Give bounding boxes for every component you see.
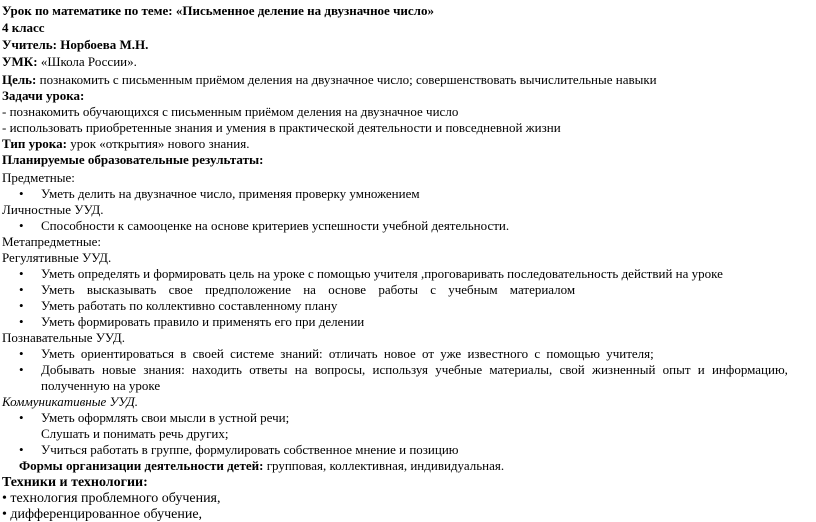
bullet-icon: • (19, 362, 24, 377)
subject-item: Уметь делить на двузначное число, применяя проверку умножением (41, 186, 420, 201)
meta-label: Метапредметные: (2, 234, 102, 249)
forms-label: Формы организации деятельности детей: (19, 458, 264, 473)
bullet-icon: • (19, 282, 24, 297)
goal-line (2, 72, 657, 87)
task-item: - использовать приобретенные знания и умения в практической деятельности и повседневной жизни (2, 120, 561, 135)
umk-line (2, 54, 137, 69)
teacher-line (2, 37, 148, 52)
communicative-item: Уметь оформлять свои мысли в устной речи; (41, 410, 290, 425)
umk-label: УМК: (2, 54, 38, 69)
teacher-value: Норбоева М.Н. (57, 37, 149, 52)
forms-line (19, 458, 504, 473)
goal-label: Цель: (2, 72, 37, 87)
communicative-label: Коммуникативные УУД. (2, 394, 139, 409)
bullet-icon: • (19, 266, 24, 281)
grade-line: 4 класс (2, 20, 45, 35)
subject-label: Предметные: (2, 170, 75, 185)
communicative-item: Учиться работать в группе, формулировать собственное мнение и позицию (41, 442, 459, 457)
bullet-icon: • (19, 410, 24, 425)
umk-value: «Школа России». (37, 54, 137, 69)
goal-value: познакомить с письменным приёмом деления на двузначное число; совершенствовать вычислительные навыки (36, 72, 657, 87)
teacher-label: Учитель: (2, 37, 58, 52)
bullet-icon: • (19, 298, 24, 313)
tech-item: • технология проблемного обучения, (2, 491, 221, 506)
lesson-type-label: Тип урока: (2, 136, 67, 151)
forms-value: групповая, коллективная, индивидуальная. (263, 458, 505, 473)
regulatory-item: Уметь высказывать свое предположение на основе работы с учебным материалом (41, 282, 576, 297)
bullet-icon: • (19, 186, 24, 201)
task-item: - познакомить обучающихся с письменным приёмом деления на двузначное число (2, 104, 459, 119)
tasks-heading: Задачи урока: (2, 88, 85, 103)
cognitive-label: Познавательные УУД. (2, 330, 125, 345)
regulatory-item: Уметь работать по коллективно составленному плану (41, 298, 338, 313)
tech-heading: Техники и технологии: (2, 475, 148, 490)
doc-title: Урок по математике по теме: «Письменное деление на двузначное число» (2, 3, 434, 18)
cognitive-item: Добывать новые знания: находить ответы на вопросы, используя учебные материалы, свой жизненный опыт и информацию, (41, 362, 788, 377)
regulatory-item: Уметь определять и формировать цель на уроке с помощью учителя ,проговаривать последовательность действий на уроке (41, 266, 723, 281)
cognitive-item: Уметь ориентироваться в своей системе знаний: отличать новое от уже известного с помощью учителя; (41, 346, 654, 361)
bullet-icon: • (19, 442, 24, 457)
regulatory-item: Уметь формировать правило и применять его при делении (41, 314, 365, 329)
communicative-item: Слушать и понимать речь других; (41, 426, 229, 441)
bullet-icon: • (19, 218, 24, 233)
lesson-type-value: урок «открытия» нового знания. (66, 136, 250, 151)
personal-label: Личностные УУД. (2, 202, 104, 217)
cognitive-item-continuation: полученную на уроке (41, 378, 161, 393)
tech-item: • дифференцированное обучение, (2, 507, 203, 522)
results-heading: Планируемые образовательные результаты: (2, 152, 264, 167)
bullet-icon: • (19, 346, 24, 361)
bullet-icon: • (19, 314, 24, 329)
personal-item: Способности к самооценке на основе критериев успешности учебной деятельности. (41, 218, 510, 233)
regulatory-label: Регулятивные УУД. (2, 250, 112, 265)
lesson-type-line (2, 136, 249, 151)
